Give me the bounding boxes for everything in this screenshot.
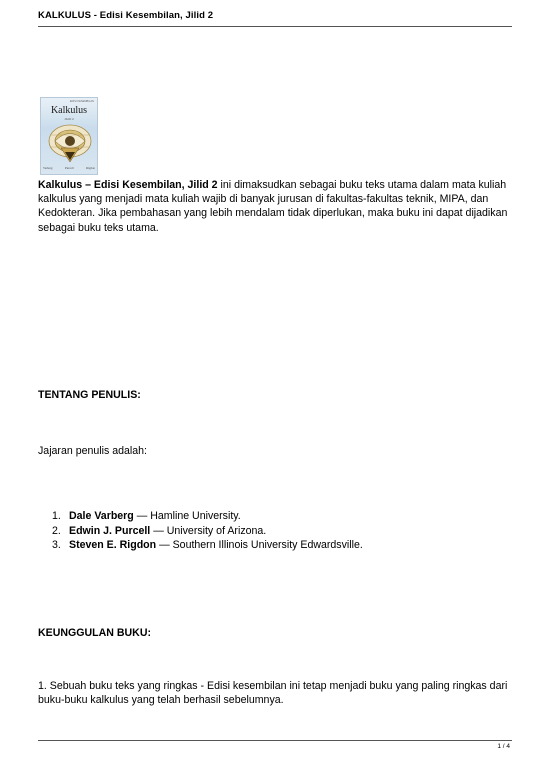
list-number: 3.: [52, 539, 61, 552]
page-header-title: KALKULUS - Edisi Kesembilan, Jilid 2: [38, 10, 214, 21]
author-name: Dale Varberg: [69, 510, 134, 522]
authors-list: [52, 509, 363, 553]
cover-title: Kalkulus: [50, 105, 88, 116]
list-item: [52, 524, 363, 539]
cover-artwork: [41, 98, 98, 175]
list-item: [52, 538, 363, 553]
advantage-point-1: 1. Sebuah buku teks yang ringkas - Edisi kesembilan ini tetap menjadi buku yang paling ringkas dari buku-buku kalkulus yang telah berhasil sebelumnya.: [38, 680, 508, 707]
cover-author: Varberg: [43, 166, 53, 170]
author-affiliation: — Southern Illinois University Edwardsville.: [156, 539, 363, 552]
intro-paragraph: [38, 178, 514, 235]
header-divider: [38, 26, 512, 27]
section-heading-advantages: KEUNGGULAN BUKU:: [38, 627, 151, 639]
footer-divider: [38, 740, 512, 741]
cover-author: Rigdon: [86, 166, 95, 170]
cover-edition: EDISI KESEMBILAN: [69, 100, 94, 103]
book-cover-image: [40, 97, 98, 175]
list-number: 1.: [52, 510, 61, 522]
cover-subtitle: JILID 2: [64, 117, 74, 121]
authors-lead-text: Jajaran penulis adalah:: [38, 445, 147, 457]
page-number: 1 / 4: [497, 743, 510, 750]
author-affiliation: — Hamline University.: [133, 510, 241, 522]
cover-author: Purcell: [65, 166, 74, 170]
section-heading-authors: TENTANG PENULIS:: [38, 389, 141, 401]
author-name: Edwin J. Purcell: [69, 524, 151, 537]
author-affiliation: — University of Arizona.: [150, 524, 267, 537]
list-number: 2.: [52, 524, 61, 537]
list-item: [52, 509, 363, 524]
author-name: Steven E. Rigdon: [69, 539, 157, 552]
intro-book-title: Kalkulus – Edisi Kesembilan, Jilid 2: [38, 179, 218, 191]
intro-text: ini dimaksudkan sebagai buku teks utama dalam mata kuliah kalkulus yang menjadi mata kuliah wajib di banyak jurusan di fakultas-fakultas teknik, MIPA, dan Kedokteran. Jika pembahasan yang lebih mendalam tidak diperlukan, maka buku ini dapat dijadikan sebagai buku teks utama.: [38, 179, 508, 234]
cover-authors: [43, 166, 95, 170]
